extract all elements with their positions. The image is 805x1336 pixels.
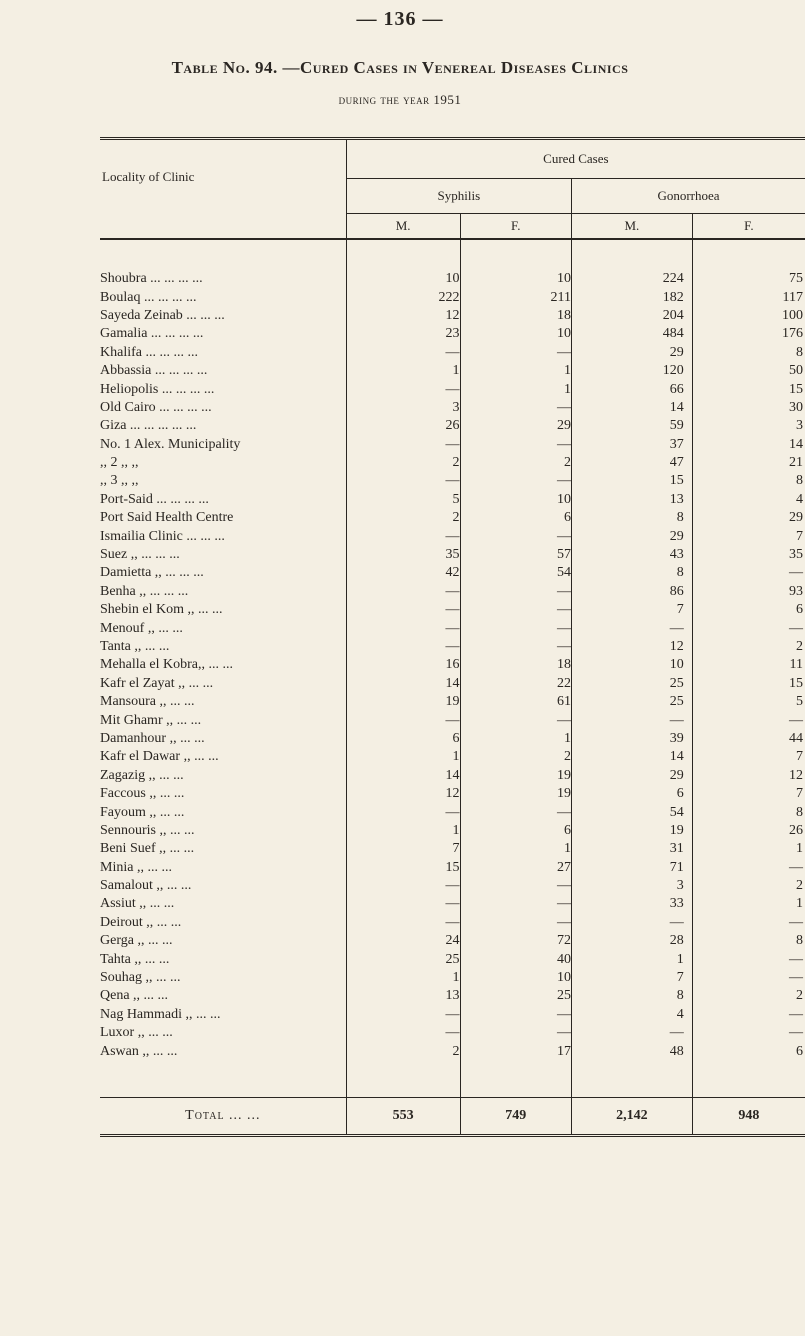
- table-row: [100, 711, 805, 729]
- row-locality: Zagazig ,, ... ...: [100, 767, 346, 785]
- table-row: [100, 601, 805, 619]
- cured-cases-table-container: [100, 137, 805, 1137]
- row-syphilis-male: 2: [346, 454, 460, 472]
- row-locality: Beni Suef ,, ... ...: [100, 840, 346, 858]
- gonorrhoea-female-header: F.: [692, 214, 805, 240]
- table-row: [100, 399, 805, 417]
- row-syphilis-male: —: [346, 638, 460, 656]
- locality-subheader: [100, 214, 346, 240]
- table-row: [100, 748, 805, 766]
- row-syphilis-male: 13: [346, 987, 460, 1005]
- table-body: [100, 239, 805, 1097]
- row-syphilis-female: 25: [460, 987, 571, 1005]
- row-locality: Abbassia ... ... ... ...: [100, 362, 346, 380]
- row-gonorrhoea-male: —: [572, 711, 693, 729]
- row-locality: Shebin el Kom ,, ... ...: [100, 601, 346, 619]
- table-row: [100, 344, 805, 362]
- row-gonorrhoea-female: —: [789, 970, 803, 986]
- row-syphilis-male: —: [346, 601, 460, 619]
- row-gonorrhoea-female: 2: [796, 878, 803, 894]
- row-syphilis-female: 1: [460, 730, 571, 748]
- row-locality: Kafr el Dawar ,, ... ...: [100, 748, 346, 766]
- table-row: [100, 546, 805, 564]
- row-gonorrhoea-female: 2: [796, 988, 803, 1004]
- row-syphilis-male: —: [346, 1024, 460, 1042]
- row-syphilis-male: 19: [346, 693, 460, 711]
- table-row: [100, 362, 805, 380]
- table-row: [100, 380, 805, 398]
- row-syphilis-male: 14: [346, 767, 460, 785]
- row-syphilis-male: —: [346, 914, 460, 932]
- row-syphilis-female: —: [460, 803, 571, 821]
- row-syphilis-female: —: [460, 914, 571, 932]
- row-gonorrhoea-male: 37: [572, 436, 693, 454]
- row-syphilis-male: 14: [346, 675, 460, 693]
- row-locality: Qena ,, ... ...: [100, 987, 346, 1005]
- row-gonorrhoea-male: 7: [572, 601, 693, 619]
- table-row: [100, 288, 805, 306]
- table-row: [100, 564, 805, 582]
- row-syphilis-male: —: [346, 895, 460, 913]
- row-syphilis-female: 18: [460, 656, 571, 674]
- row-syphilis-male: —: [346, 803, 460, 821]
- row-locality: Heliopolis ... ... ... ...: [100, 380, 346, 398]
- row-syphilis-female: 17: [460, 1042, 571, 1060]
- row-syphilis-female: 40: [460, 950, 571, 968]
- row-gonorrhoea-female: 6: [796, 1043, 803, 1059]
- table-row: [100, 895, 805, 913]
- row-syphilis-male: 23: [346, 325, 460, 343]
- row-gonorrhoea-male: 19: [572, 822, 693, 840]
- row-syphilis-female: 10: [460, 491, 571, 509]
- row-gonorrhoea-female: 12: [789, 767, 803, 783]
- row-gonorrhoea-male: 484: [572, 325, 693, 343]
- row-syphilis-male: 12: [346, 785, 460, 803]
- row-gonorrhoea-female: 117: [782, 289, 803, 305]
- row-gonorrhoea-female: 5: [796, 694, 803, 710]
- table-row: [100, 436, 805, 454]
- row-gonorrhoea-male: 7: [572, 969, 693, 987]
- row-locality: Shoubra ... ... ... ...: [100, 270, 346, 288]
- row-gonorrhoea-female: 15: [789, 381, 803, 397]
- row-gonorrhoea-male: 29: [572, 527, 693, 545]
- row-gonorrhoea-female: 75: [789, 271, 803, 287]
- row-gonorrhoea-female: —: [789, 1025, 803, 1041]
- table-row: [100, 491, 805, 509]
- row-gonorrhoea-female: 21: [789, 455, 803, 471]
- cured-cases-table: [100, 137, 805, 1137]
- row-gonorrhoea-male: 31: [572, 840, 693, 858]
- table-row: [100, 969, 805, 987]
- row-gonorrhoea-female: —: [789, 914, 803, 930]
- row-syphilis-male: —: [346, 583, 460, 601]
- row-syphilis-male: 6: [346, 730, 460, 748]
- row-syphilis-male: 2: [346, 509, 460, 527]
- row-locality: Fayoum ,, ... ...: [100, 803, 346, 821]
- row-gonorrhoea-male: 10: [572, 656, 693, 674]
- row-gonorrhoea-female: —: [789, 1006, 803, 1022]
- row-syphilis-female: 10: [460, 270, 571, 288]
- row-gonorrhoea-female: 93: [789, 583, 803, 599]
- row-gonorrhoea-male: 48: [572, 1042, 693, 1060]
- row-locality: Deirout ,, ... ...: [100, 914, 346, 932]
- row-locality: ,, 3 ,, ,,: [100, 472, 346, 490]
- row-syphilis-male: —: [346, 527, 460, 545]
- table-row: [100, 803, 805, 821]
- row-gonorrhoea-female: 8: [796, 933, 803, 949]
- row-gonorrhoea-male: 59: [572, 417, 693, 435]
- row-gonorrhoea-male: —: [572, 1024, 693, 1042]
- row-syphilis-female: —: [460, 895, 571, 913]
- syphilis-header: Syphilis: [346, 179, 571, 214]
- row-gonorrhoea-male: 25: [572, 693, 693, 711]
- row-gonorrhoea-female: 15: [789, 675, 803, 691]
- row-syphilis-female: 6: [460, 509, 571, 527]
- row-locality: Kafr el Zayat ,, ... ...: [100, 675, 346, 693]
- total-gonorrhoea-male: 2,142: [572, 1097, 693, 1135]
- row-locality: Nag Hammadi ,, ... ...: [100, 1006, 346, 1024]
- table-title: Table No. 94. —Cured Cases in Venereal Diseases Clinics: [171, 58, 629, 77]
- row-syphilis-female: —: [460, 436, 571, 454]
- row-syphilis-female: —: [460, 1024, 571, 1042]
- row-locality: Souhag ,, ... ...: [100, 969, 346, 987]
- row-gonorrhoea-female: 8: [796, 344, 803, 360]
- row-syphilis-male: 24: [346, 932, 460, 950]
- table-row: [100, 656, 805, 674]
- row-gonorrhoea-male: 3: [572, 877, 693, 895]
- row-syphilis-male: —: [346, 619, 460, 637]
- row-gonorrhoea-female: —: [789, 565, 803, 581]
- row-syphilis-female: 27: [460, 859, 571, 877]
- row-locality: Giza ... ... ... ... ...: [100, 417, 346, 435]
- total-syphilis-female: 749: [460, 1097, 571, 1135]
- row-gonorrhoea-male: 29: [572, 344, 693, 362]
- row-syphilis-male: 25: [346, 950, 460, 968]
- row-gonorrhoea-male: 25: [572, 675, 693, 693]
- row-locality: Old Cairo ... ... ... ...: [100, 399, 346, 417]
- row-locality: Ismailia Clinic ... ... ...: [100, 527, 346, 545]
- table-row: [100, 785, 805, 803]
- row-syphilis-female: 19: [460, 785, 571, 803]
- row-gonorrhoea-male: 14: [572, 399, 693, 417]
- row-gonorrhoea-female: 8: [796, 473, 803, 489]
- table-row: [100, 675, 805, 693]
- row-gonorrhoea-male: 12: [572, 638, 693, 656]
- row-gonorrhoea-male: 43: [572, 546, 693, 564]
- row-locality: Damietta ,, ... ... ...: [100, 564, 346, 582]
- locality-header: Locality of Clinic: [100, 139, 346, 214]
- table-row: [100, 527, 805, 545]
- row-gonorrhoea-female: 4: [796, 491, 803, 507]
- table-row: [100, 840, 805, 858]
- row-syphilis-male: 42: [346, 564, 460, 582]
- row-gonorrhoea-female: 30: [789, 399, 803, 415]
- row-gonorrhoea-female: 35: [789, 547, 803, 563]
- row-gonorrhoea-male: —: [572, 914, 693, 932]
- row-gonorrhoea-female: 26: [789, 822, 803, 838]
- table-row: [100, 914, 805, 932]
- row-syphilis-female: 72: [460, 932, 571, 950]
- row-syphilis-female: 6: [460, 822, 571, 840]
- row-syphilis-female: 2: [460, 454, 571, 472]
- row-syphilis-male: 35: [346, 546, 460, 564]
- row-gonorrhoea-female: 29: [789, 510, 803, 526]
- row-gonorrhoea-female: 3: [796, 418, 803, 434]
- row-gonorrhoea-female: 7: [796, 786, 803, 802]
- row-syphilis-male: —: [346, 472, 460, 490]
- row-locality: Menouf ,, ... ...: [100, 619, 346, 637]
- row-locality: Sayeda Zeinab ... ... ...: [100, 307, 346, 325]
- row-syphilis-female: 54: [460, 564, 571, 582]
- table-row: [100, 638, 805, 656]
- row-gonorrhoea-male: 39: [572, 730, 693, 748]
- row-gonorrhoea-female: 7: [796, 528, 803, 544]
- table-row: [100, 417, 805, 435]
- row-gonorrhoea-male: 120: [572, 362, 693, 380]
- row-syphilis-female: 10: [460, 325, 571, 343]
- row-gonorrhoea-female: 8: [796, 804, 803, 820]
- row-syphilis-male: 26: [346, 417, 460, 435]
- row-gonorrhoea-male: 47: [572, 454, 693, 472]
- total-gonorrhoea-female: 948: [692, 1097, 805, 1135]
- row-syphilis-female: —: [460, 399, 571, 417]
- table-row: [100, 767, 805, 785]
- row-gonorrhoea-female: —: [789, 712, 803, 728]
- row-locality: Mit Ghamr ,, ... ...: [100, 711, 346, 729]
- syphilis-male-header: M.: [346, 214, 460, 240]
- row-syphilis-male: 16: [346, 656, 460, 674]
- row-locality: Samalout ,, ... ...: [100, 877, 346, 895]
- row-syphilis-male: 15: [346, 859, 460, 877]
- row-syphilis-female: 18: [460, 307, 571, 325]
- row-gonorrhoea-male: 8: [572, 987, 693, 1005]
- row-syphilis-female: 57: [460, 546, 571, 564]
- row-syphilis-male: —: [346, 877, 460, 895]
- table-row: [100, 1024, 805, 1042]
- row-gonorrhoea-male: —: [572, 619, 693, 637]
- row-syphilis-female: 1: [460, 362, 571, 380]
- row-gonorrhoea-male: 54: [572, 803, 693, 821]
- table-row: [100, 932, 805, 950]
- table-row: [100, 1042, 805, 1060]
- row-locality: Suez ,, ... ... ...: [100, 546, 346, 564]
- row-gonorrhoea-female: 1: [796, 896, 803, 912]
- row-gonorrhoea-female: 6: [796, 602, 803, 618]
- row-syphilis-female: 61: [460, 693, 571, 711]
- row-gonorrhoea-male: 4: [572, 1006, 693, 1024]
- row-syphilis-female: —: [460, 877, 571, 895]
- row-syphilis-female: 2: [460, 748, 571, 766]
- row-gonorrhoea-male: 182: [572, 288, 693, 306]
- table-row: [100, 454, 805, 472]
- row-gonorrhoea-female: —: [789, 859, 803, 875]
- row-syphilis-female: 29: [460, 417, 571, 435]
- row-locality: Luxor ,, ... ...: [100, 1024, 346, 1042]
- table-row: [100, 859, 805, 877]
- row-gonorrhoea-male: 204: [572, 307, 693, 325]
- table-row: [100, 1006, 805, 1024]
- row-syphilis-female: 211: [460, 288, 571, 306]
- row-locality: Mansoura ,, ... ...: [100, 693, 346, 711]
- row-gonorrhoea-female: 14: [789, 436, 803, 452]
- row-syphilis-female: —: [460, 527, 571, 545]
- table-row: [100, 950, 805, 968]
- row-locality: Faccous ,, ... ...: [100, 785, 346, 803]
- page-number: — 136 —: [356, 8, 444, 30]
- row-locality: Minia ,, ... ...: [100, 859, 346, 877]
- row-gonorrhoea-male: 33: [572, 895, 693, 913]
- table-row: [100, 583, 805, 601]
- row-syphilis-female: 22: [460, 675, 571, 693]
- row-gonorrhoea-male: 15: [572, 472, 693, 490]
- row-syphilis-male: 1: [346, 362, 460, 380]
- table-row: [100, 730, 805, 748]
- row-locality: Benha ,, ... ... ...: [100, 583, 346, 601]
- row-gonorrhoea-male: 8: [572, 509, 693, 527]
- total-syphilis-male: 553: [346, 1097, 460, 1135]
- table-row: [100, 472, 805, 490]
- row-locality: Khalifa ... ... ... ...: [100, 344, 346, 362]
- row-locality: Damanhour ,, ... ...: [100, 730, 346, 748]
- table-row: [100, 877, 805, 895]
- row-gonorrhoea-female: 176: [782, 326, 803, 342]
- row-gonorrhoea-male: 224: [572, 270, 693, 288]
- row-syphilis-male: 5: [346, 491, 460, 509]
- table-row: [100, 509, 805, 527]
- row-gonorrhoea-male: 66: [572, 380, 693, 398]
- row-gonorrhoea-female: 100: [782, 307, 803, 323]
- row-syphilis-female: 1: [460, 840, 571, 858]
- row-syphilis-male: 7: [346, 840, 460, 858]
- row-gonorrhoea-female: 44: [789, 730, 803, 746]
- row-syphilis-female: 10: [460, 969, 571, 987]
- row-locality: Port-Said ... ... ... ...: [100, 491, 346, 509]
- row-syphilis-female: 19: [460, 767, 571, 785]
- row-syphilis-male: 12: [346, 307, 460, 325]
- row-locality: Mehalla el Kobra,, ... ...: [100, 656, 346, 674]
- row-syphilis-male: —: [346, 344, 460, 362]
- row-gonorrhoea-female: 1: [796, 841, 803, 857]
- table-row: [100, 325, 805, 343]
- row-locality: Aswan ,, ... ...: [100, 1042, 346, 1060]
- row-gonorrhoea-female: 2: [796, 639, 803, 654]
- row-gonorrhoea-male: 8: [572, 564, 693, 582]
- row-locality: Boulaq ... ... ... ...: [100, 288, 346, 306]
- row-gonorrhoea-male: 6: [572, 785, 693, 803]
- row-locality: No. 1 Alex. Municipality: [100, 436, 346, 454]
- row-gonorrhoea-female: —: [789, 620, 803, 636]
- row-syphilis-female: —: [460, 583, 571, 601]
- row-syphilis-male: —: [346, 380, 460, 398]
- row-syphilis-female: —: [460, 344, 571, 362]
- row-gonorrhoea-male: 71: [572, 859, 693, 877]
- row-syphilis-male: 1: [346, 822, 460, 840]
- row-syphilis-female: —: [460, 619, 571, 637]
- row-syphilis-male: 10: [346, 270, 460, 288]
- gonorrhoea-header: Gonorrhoea: [572, 179, 805, 214]
- row-syphilis-female: —: [460, 1006, 571, 1024]
- row-gonorrhoea-female: 7: [796, 749, 803, 765]
- row-syphilis-male: —: [346, 1006, 460, 1024]
- row-gonorrhoea-male: 86: [572, 583, 693, 601]
- cured-cases-header: Cured Cases: [346, 139, 805, 179]
- row-gonorrhoea-female: 11: [789, 657, 803, 673]
- total-label: Total ... ...: [100, 1097, 346, 1135]
- row-gonorrhoea-male: 29: [572, 767, 693, 785]
- table-row: [100, 987, 805, 1005]
- row-syphilis-male: 3: [346, 399, 460, 417]
- row-locality: Assiut ,, ... ...: [100, 895, 346, 913]
- row-gonorrhoea-male: 13: [572, 491, 693, 509]
- row-gonorrhoea-female: 50: [789, 363, 803, 379]
- row-locality: Gamalia ... ... ... ...: [100, 325, 346, 343]
- row-syphilis-female: —: [460, 472, 571, 490]
- row-locality: Sennouris ,, ... ...: [100, 822, 346, 840]
- row-syphilis-male: 1: [346, 969, 460, 987]
- row-locality: Port Said Health Centre: [100, 509, 346, 527]
- table-row: [100, 619, 805, 637]
- row-syphilis-male: 222: [346, 288, 460, 306]
- row-syphilis-female: —: [460, 711, 571, 729]
- row-gonorrhoea-male: 14: [572, 748, 693, 766]
- row-syphilis-female: 1: [460, 380, 571, 398]
- table-row: [100, 307, 805, 325]
- row-locality: ,, 2 ,, ,,: [100, 454, 346, 472]
- row-locality: Tahta ,, ... ...: [100, 950, 346, 968]
- row-syphilis-female: —: [460, 638, 571, 656]
- row-gonorrhoea-female: —: [789, 951, 803, 967]
- table-subtitle: during the year 1951: [338, 92, 462, 107]
- gonorrhoea-male-header: M.: [572, 214, 693, 240]
- row-syphilis-female: —: [460, 601, 571, 619]
- table-row: [100, 270, 805, 288]
- syphilis-female-header: F.: [460, 214, 571, 240]
- row-gonorrhoea-male: 28: [572, 932, 693, 950]
- table-row: [100, 822, 805, 840]
- row-locality: Tanta ,, ... ...: [100, 638, 346, 656]
- row-syphilis-male: 2: [346, 1042, 460, 1060]
- row-gonorrhoea-male: 1: [572, 950, 693, 968]
- row-syphilis-male: —: [346, 711, 460, 729]
- row-syphilis-male: —: [346, 436, 460, 454]
- row-locality: Gerga ,, ... ...: [100, 932, 346, 950]
- row-syphilis-male: 1: [346, 748, 460, 766]
- table-row: [100, 693, 805, 711]
